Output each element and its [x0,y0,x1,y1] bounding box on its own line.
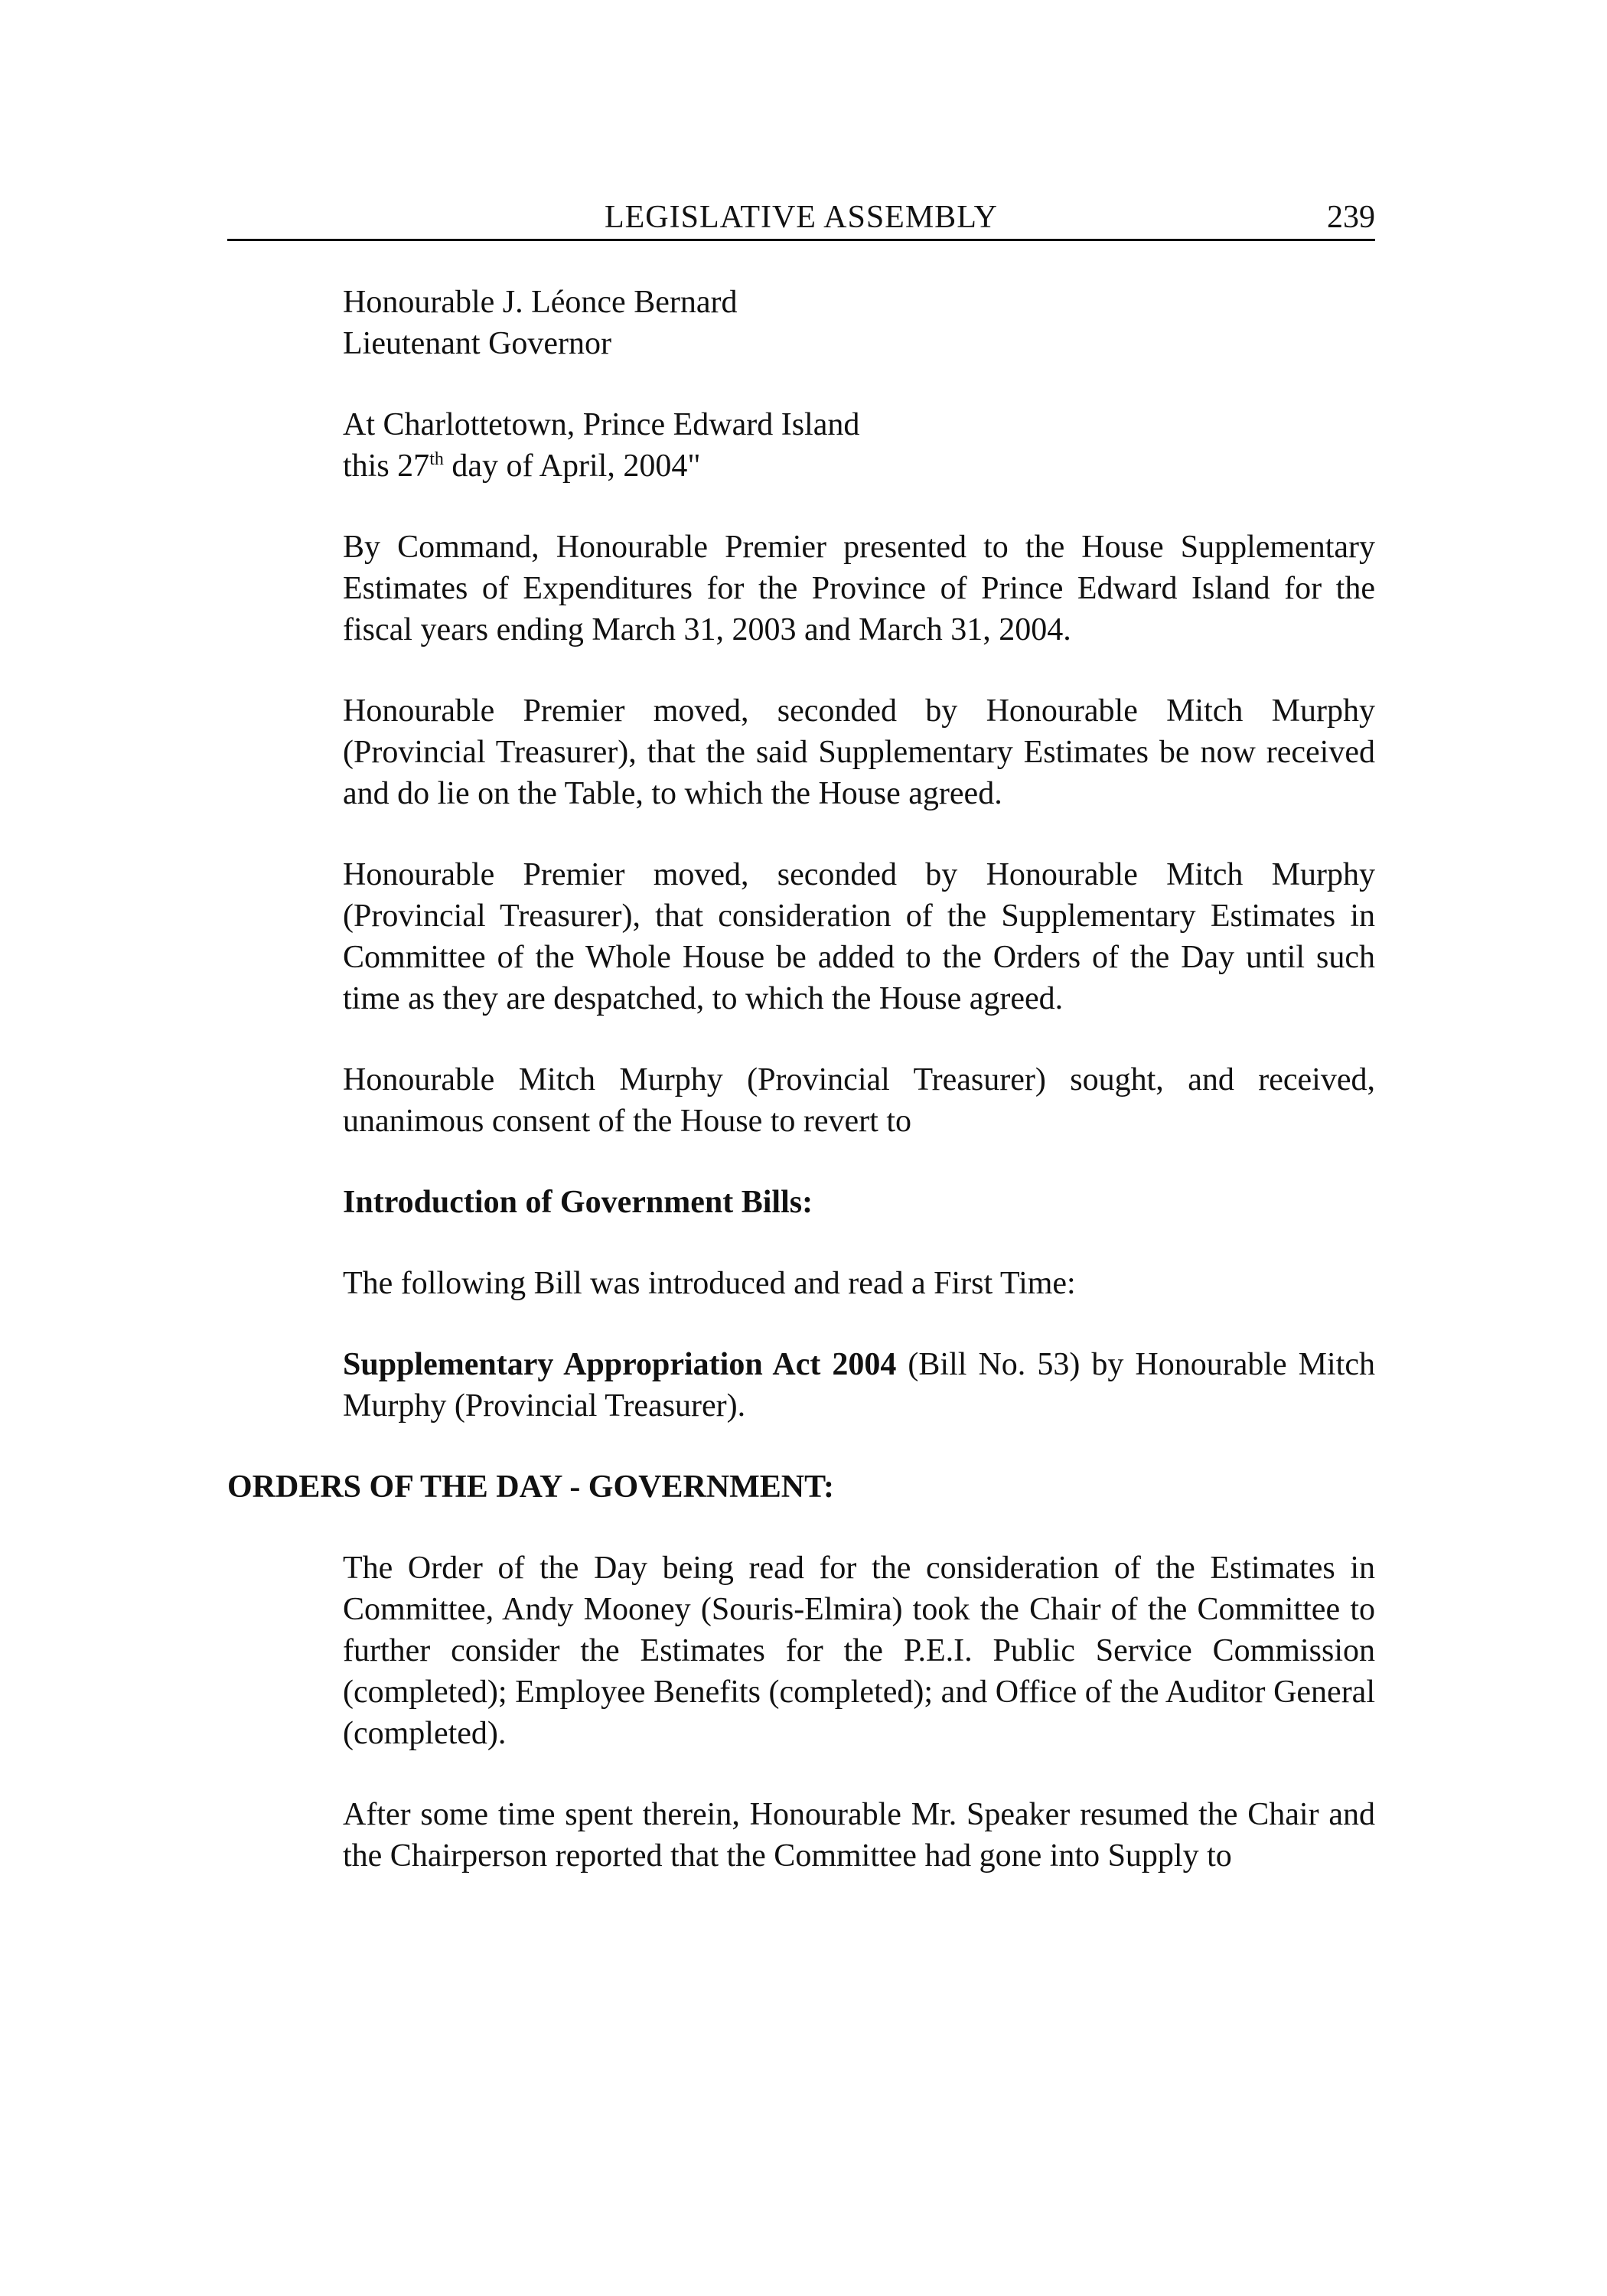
page-number: 239 [1327,200,1375,235]
date-prefix: this 27 [343,448,430,484]
page-body [227,282,1375,1877]
bill-details: (Bill No. 53) by Honourable Mitch Murphy (Provincial Treasurer). [343,1347,1375,1424]
signature-name: Honourable J. Léonce Bernard [343,285,738,320]
dateline-place: At Charlottetown, Prince Edward Island [343,407,860,442]
paragraph-speaker-resumed: After some time spent therein, Honourable Mr. Speaker resumed the Chair and the Chairperson reported that the Committee had gone into Supply to [343,1797,1375,1874]
paragraph-bill-introduced: The following Bill was introduced and read a First Time: [343,1266,1076,1301]
page-header [227,196,1375,241]
paragraph-unanimous-consent: Honourable Mitch Murphy (Provincial Treasurer) sought, and received, unanimous consent of the House to revert to [343,1062,1375,1139]
date-ordinal-suffix: th [429,449,444,469]
dateline-date [343,445,1375,487]
paragraph-bill-entry [343,1344,1375,1427]
dateline [343,404,1375,487]
signature-title: Lieutenant Governor [343,326,612,361]
bill-title: Supplementary Appropriation Act 2004 [343,1347,897,1382]
signature-block [343,282,1375,364]
heading-introduction-government-bills: Introduction of Government Bills: [343,1185,813,1220]
paragraph-committee-consideration: Honourable Premier moved, seconded by Honourable Mitch Murphy (Provincial Treasurer), that consideration of the Supplementary Estimates in Committee of the Whole House be added to the Orders of the Day until such time as they are despatched, to which the House agreed. [343,857,1375,1016]
heading-orders-of-the-day: ORDERS OF THE DAY - GOVERNMENT: [227,1469,835,1505]
date-suffix: day of April, 2004" [443,448,701,484]
paragraph-estimates-committee: The Order of the Day being read for the consideration of the Estimates in Committee, Andy Mooney (Souris-Elmira) took the Chair of the Committee to further consider the Estimates for the P.E.I. Public Service Commission (completed); Employee Benefits (completed); and Office of the Auditor General (completed). [343,1551,1375,1751]
paragraph-estimates-tabled: Honourable Premier moved, seconded by Honourable Mitch Murphy (Provincial Treasurer), that the said Supplementary Estimates be now received and do lie on the Table, to which the House agreed. [343,693,1375,811]
header-title: LEGISLATIVE ASSEMBLY [605,200,998,235]
paragraph-supplementary-estimates: By Command, Honourable Premier presented to the House Supplementary Estimates of Expenditures for the Province of Prince Edward Island for the fiscal years ending March 31, 2003 and March 31, 2004. [343,530,1375,647]
